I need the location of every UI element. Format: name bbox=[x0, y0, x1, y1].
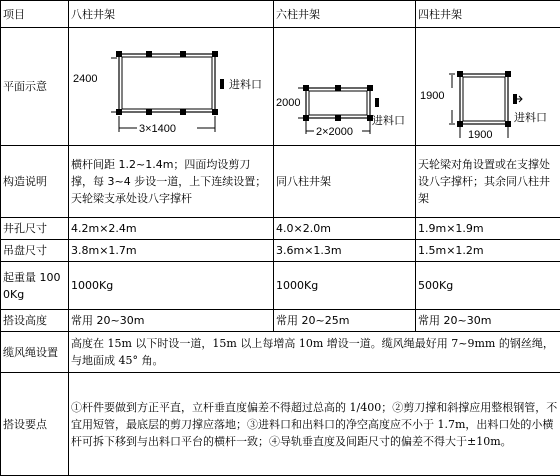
four-posts bbox=[457, 71, 511, 127]
four-frame bbox=[460, 74, 508, 124]
key-points-label: 搭设要点 bbox=[1, 373, 69, 476]
guy-rope-label: 缆风绳设置 bbox=[1, 332, 69, 373]
lift-capacity-six: 1000Kg bbox=[274, 262, 416, 310]
plan-label: 平面示意 bbox=[1, 28, 69, 146]
eight-width-dim: 3×1400 bbox=[139, 123, 176, 135]
lift-capacity-row bbox=[1, 262, 560, 310]
eight-inlet-label: 进料口 bbox=[229, 77, 262, 91]
construction-row bbox=[1, 146, 560, 218]
key-points-row bbox=[1, 373, 560, 476]
construction-four: 天轮梁对角设置或在支撑处设八字撑杆；其余同八柱井架 bbox=[416, 146, 560, 218]
header-row bbox=[1, 1, 560, 28]
eight-inlet-mark bbox=[220, 79, 224, 89]
erect-height-row bbox=[1, 310, 560, 332]
header-item: 项目 bbox=[1, 1, 69, 28]
four-post-diagram bbox=[416, 28, 559, 140]
erect-height-six: 常用 20~25m bbox=[274, 310, 416, 332]
well-size-eight: 4.2m×2.4m bbox=[69, 218, 274, 240]
cage-size-label: 吊盘尺寸 bbox=[1, 240, 69, 262]
header-four-column: 四柱井架 bbox=[416, 1, 560, 28]
eight-posts bbox=[116, 51, 218, 115]
lift-capacity-four: 500Kg bbox=[416, 262, 560, 310]
guy-rope-text: 高度在 15m 以下时设一道，15m 以上每增高 10m 增设一道。缆风绳最好用 7~9mm 的钢丝绳，与地面成 45° 角。 bbox=[69, 332, 560, 373]
eight-height-dim: 2400 bbox=[73, 73, 97, 85]
cage-size-eight: 3.8m×1.7m bbox=[69, 240, 274, 262]
well-size-row bbox=[1, 218, 560, 240]
eight-frame bbox=[119, 54, 215, 112]
lift-capacity-eight: 1000Kg bbox=[69, 262, 274, 310]
six-posts bbox=[303, 85, 373, 121]
header-eight-column: 八柱井架 bbox=[69, 1, 274, 28]
eight-post-diagram bbox=[69, 28, 272, 140]
cage-size-row bbox=[1, 240, 560, 262]
erect-height-label: 搭设高度 bbox=[1, 310, 69, 332]
well-size-label: 井孔尺寸 bbox=[1, 218, 69, 240]
four-inlet-label: 进料口 bbox=[514, 110, 547, 124]
erect-height-four: 常用 20~30m bbox=[416, 310, 560, 332]
four-inlet-mark bbox=[513, 94, 517, 104]
six-width-dim: 2×2000 bbox=[316, 126, 353, 138]
well-size-six: 4.0×2.0m bbox=[274, 218, 416, 240]
cage-size-four: 1.5m×1.2m bbox=[416, 240, 560, 262]
lift-capacity-label: 起重量 1000Kg bbox=[1, 262, 69, 310]
construction-label: 构造说明 bbox=[1, 146, 69, 218]
six-frame bbox=[306, 88, 370, 118]
six-height-dim: 2000 bbox=[276, 97, 300, 109]
construction-six: 同八柱井架 bbox=[274, 146, 416, 218]
well-size-four: 1.9m×1.9m bbox=[416, 218, 560, 240]
four-height-dim: 1900 bbox=[420, 90, 444, 102]
header-six-column: 六柱井架 bbox=[274, 1, 416, 28]
guy-rope-row bbox=[1, 332, 560, 373]
four-width-dim: 1900 bbox=[468, 129, 492, 140]
erect-height-eight: 常用 20~30m bbox=[69, 310, 274, 332]
key-points-text: ①杆件要做到方正平直，立杆垂直度偏差不得超过总高的 1/400；②剪刀撑和斜撑应用整根钢管，不宜用短管，最底层的剪刀撑应落地；③进料口和出料口的净空高度应不小于 1.7m，出料口处的小横杆可拆下移到与出料口平台的横杆一致；④导轨垂直度及间距尺寸的偏差不得大于±10m。 bbox=[69, 373, 560, 476]
construction-eight: 横杆间距 1.2~1.4m；四面均设剪刀撑，每 3~4 步设一道，上下连续设置；天轮梁支承处设八字撑杆 bbox=[69, 146, 274, 218]
plan-eight-cell bbox=[69, 28, 274, 146]
cage-size-six: 3.6m×1.3m bbox=[274, 240, 416, 262]
six-inlet-mark bbox=[375, 98, 379, 107]
plan-six-cell bbox=[274, 28, 416, 146]
six-inlet-label: 进料口 bbox=[372, 113, 405, 127]
plan-row bbox=[1, 28, 560, 146]
six-post-diagram bbox=[274, 28, 414, 140]
plan-four-cell bbox=[416, 28, 560, 146]
